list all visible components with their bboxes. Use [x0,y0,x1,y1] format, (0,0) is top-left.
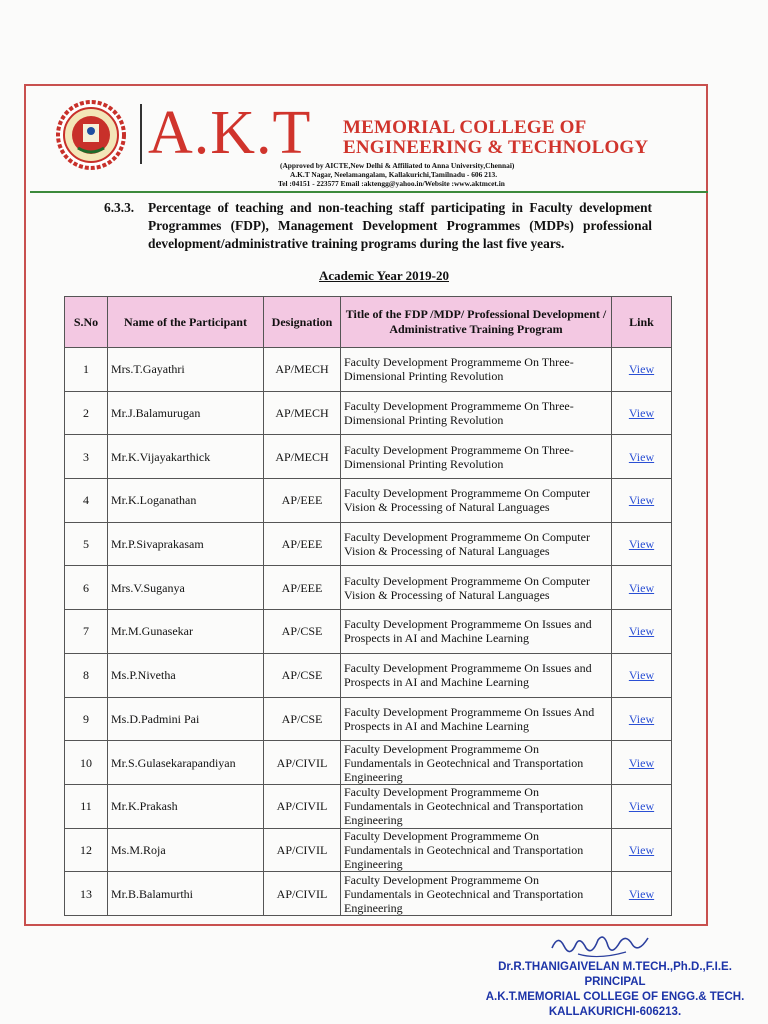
cell-title: Faculty Development Programmeme On Issues And Prospects in AI and Machine Learning [341,697,612,741]
cell-name: Mr.B.Balamurthi [108,872,264,916]
view-link[interactable]: View [628,449,655,464]
cell-designation: AP/MECH [264,435,341,479]
view-link[interactable]: View [628,624,655,639]
cell-designation: AP/CSE [264,610,341,654]
cell-sno: 2 [65,391,108,435]
college-name-line2: ENGINEERING & TECHNOLOGY [343,137,649,158]
view-link[interactable]: View [628,406,655,421]
cell-designation: AP/CSE [264,697,341,741]
cell-title: Faculty Development Programmeme On Fundamentals in Geotechnical and Transportation Engineering [341,828,612,872]
cell-name: Mr.M.Gunasekar [108,610,264,654]
cell-title: Faculty Development Programmeme On Fundamentals in Geotechnical and Transportation Engineering [341,741,612,785]
college-name [343,118,648,158]
cell-sno: 1 [65,348,108,392]
cell-link [612,566,672,610]
cell-title: Faculty Development Programmeme On Fundamentals in Geotechnical and Transportation Engineering [341,784,612,828]
cell-name: Ms.P.Nivetha [108,653,264,697]
table-row [65,479,672,523]
fdp-table [64,296,672,916]
view-link[interactable]: View [628,537,655,552]
view-link[interactable]: View [628,362,655,377]
table-row [65,872,672,916]
table-header-row [65,297,672,348]
cell-designation: AP/CIVIL [264,872,341,916]
cell-link [612,697,672,741]
cell-sno: 10 [65,741,108,785]
college-address: A.K.T Nagar, Neelamangalam, Kallakurichi,Tamilnadu - 606 213. [290,170,498,179]
cell-name: Mr.K.Prakash [108,784,264,828]
college-logo-icon [56,100,126,170]
table-row [65,391,672,435]
cell-designation: AP/CSE [264,653,341,697]
cell-link [612,479,672,523]
college-abbreviation: A.K.T [148,99,312,167]
cell-name: Mrs.T.Gayathri [108,348,264,392]
cell-link [612,522,672,566]
table-row [65,566,672,610]
cell-sno: 7 [65,610,108,654]
signature-block [470,960,760,1020]
cell-title: Faculty Development Programmeme On Fundamentals in Geotechnical and Transportation Engineering [341,872,612,916]
cell-link [612,872,672,916]
header-rule [30,191,708,193]
header-name: Name of the Participant [108,297,264,348]
section-text: Percentage of teaching and non-teaching staff participating in Faculty development Programmes (FDP), Management Development Programmes (MDPs) professional development/administrative training programs during the last five years. [148,200,652,251]
section-heading [104,199,652,253]
cell-name: Mr.P.Sivaprakasam [108,522,264,566]
cell-link [612,348,672,392]
table-row [65,522,672,566]
cell-name: Mr.K.Vijayakarthick [108,435,264,479]
cell-designation: AP/MECH [264,348,341,392]
cell-name: Mr.J.Balamurugan [108,391,264,435]
cell-sno: 4 [65,479,108,523]
cell-link [612,828,672,872]
cell-title: Faculty Development Programmeme On Three-Dimensional Printing Revolution [341,348,612,392]
cell-link [612,653,672,697]
cell-designation: AP/EEE [264,479,341,523]
table-row [65,653,672,697]
cell-title: Faculty Development Programmeme On Issues and Prospects in AI and Machine Learning [341,610,612,654]
college-name-line1: MEMORIAL COLLEGE OF [343,117,587,138]
header-divider [140,104,142,164]
cell-designation: AP/EEE [264,522,341,566]
table-row [65,828,672,872]
signatory-place: KALLAKURICHI-606213. [548,1006,682,1018]
cell-name: Ms.M.Roja [108,828,264,872]
approval-note: (Approved by AICTE,New Delhi & Affiliated to Anna University,Chennai) [280,161,515,170]
view-link[interactable]: View [628,711,655,726]
table-row [65,741,672,785]
cell-name: Mrs.V.Suganya [108,566,264,610]
cell-sno: 11 [65,784,108,828]
signatory-role: PRINCIPAL [584,976,646,988]
cell-link [612,741,672,785]
cell-link [612,391,672,435]
view-link[interactable]: View [628,842,655,857]
cell-name: Ms.D.Padmini Pai [108,697,264,741]
cell-designation: AP/CIVIL [264,828,341,872]
view-link[interactable]: View [628,493,655,508]
cell-title: Faculty Development Programmeme On Three-Dimensional Printing Revolution [341,435,612,479]
cell-title: Faculty Development Programmeme On Three-Dimensional Printing Revolution [341,391,612,435]
table-row [65,784,672,828]
cell-designation: AP/CIVIL [264,784,341,828]
cell-designation: AP/CIVIL [264,741,341,785]
cell-link [612,784,672,828]
signatory-college: A.K.T.MEMORIAL COLLEGE OF ENGG.& TECH. [485,991,745,1003]
cell-sno: 8 [65,653,108,697]
cell-title: Faculty Development Programmeme On Computer Vision & Processing of Natural Languages [341,522,612,566]
cell-designation: AP/EEE [264,566,341,610]
cell-title: Faculty Development Programmeme On Computer Vision & Processing of Natural Languages [341,566,612,610]
cell-sno: 3 [65,435,108,479]
view-link[interactable]: View [628,755,655,770]
cell-title: Faculty Development Programmeme On Issues and Prospects in AI and Machine Learning [341,653,612,697]
cell-name: Mr.S.Gulasekarapandiyan [108,741,264,785]
cell-name: Mr.K.Loganathan [108,479,264,523]
table-row [65,348,672,392]
header-sno: S.No [65,297,108,348]
section-number: 6.3.3. [104,200,135,215]
table-row [65,610,672,654]
cell-sno: 13 [65,872,108,916]
cell-sno: 5 [65,522,108,566]
view-link[interactable]: View [628,580,655,595]
academic-year: Academic Year 2019-20 [319,268,449,283]
cell-title: Faculty Development Programmeme On Computer Vision & Processing of Natural Languages [341,479,612,523]
header-title: Title of the FDP /MDP/ Professional Development / Administrative Training Program [341,297,612,348]
header-designation: Designation [264,297,341,348]
cell-sno: 12 [65,828,108,872]
cell-sno: 9 [65,697,108,741]
view-link[interactable]: View [628,668,655,683]
signatory-name: Dr.R.THANIGAIVELAN M.TECH.,Ph.D.,F.I.E. [498,961,732,973]
view-link[interactable]: View [628,799,655,814]
header-link: Link [612,297,672,348]
college-contact: Tel :04151 - 223577 Email :aktengg@yahoo.in/Website :www.aktmcet.in [278,179,505,188]
cell-link [612,435,672,479]
table-row [65,435,672,479]
table-row [65,697,672,741]
view-link[interactable]: View [628,886,655,901]
cell-link [612,610,672,654]
cell-sno: 6 [65,566,108,610]
cell-designation: AP/MECH [264,391,341,435]
